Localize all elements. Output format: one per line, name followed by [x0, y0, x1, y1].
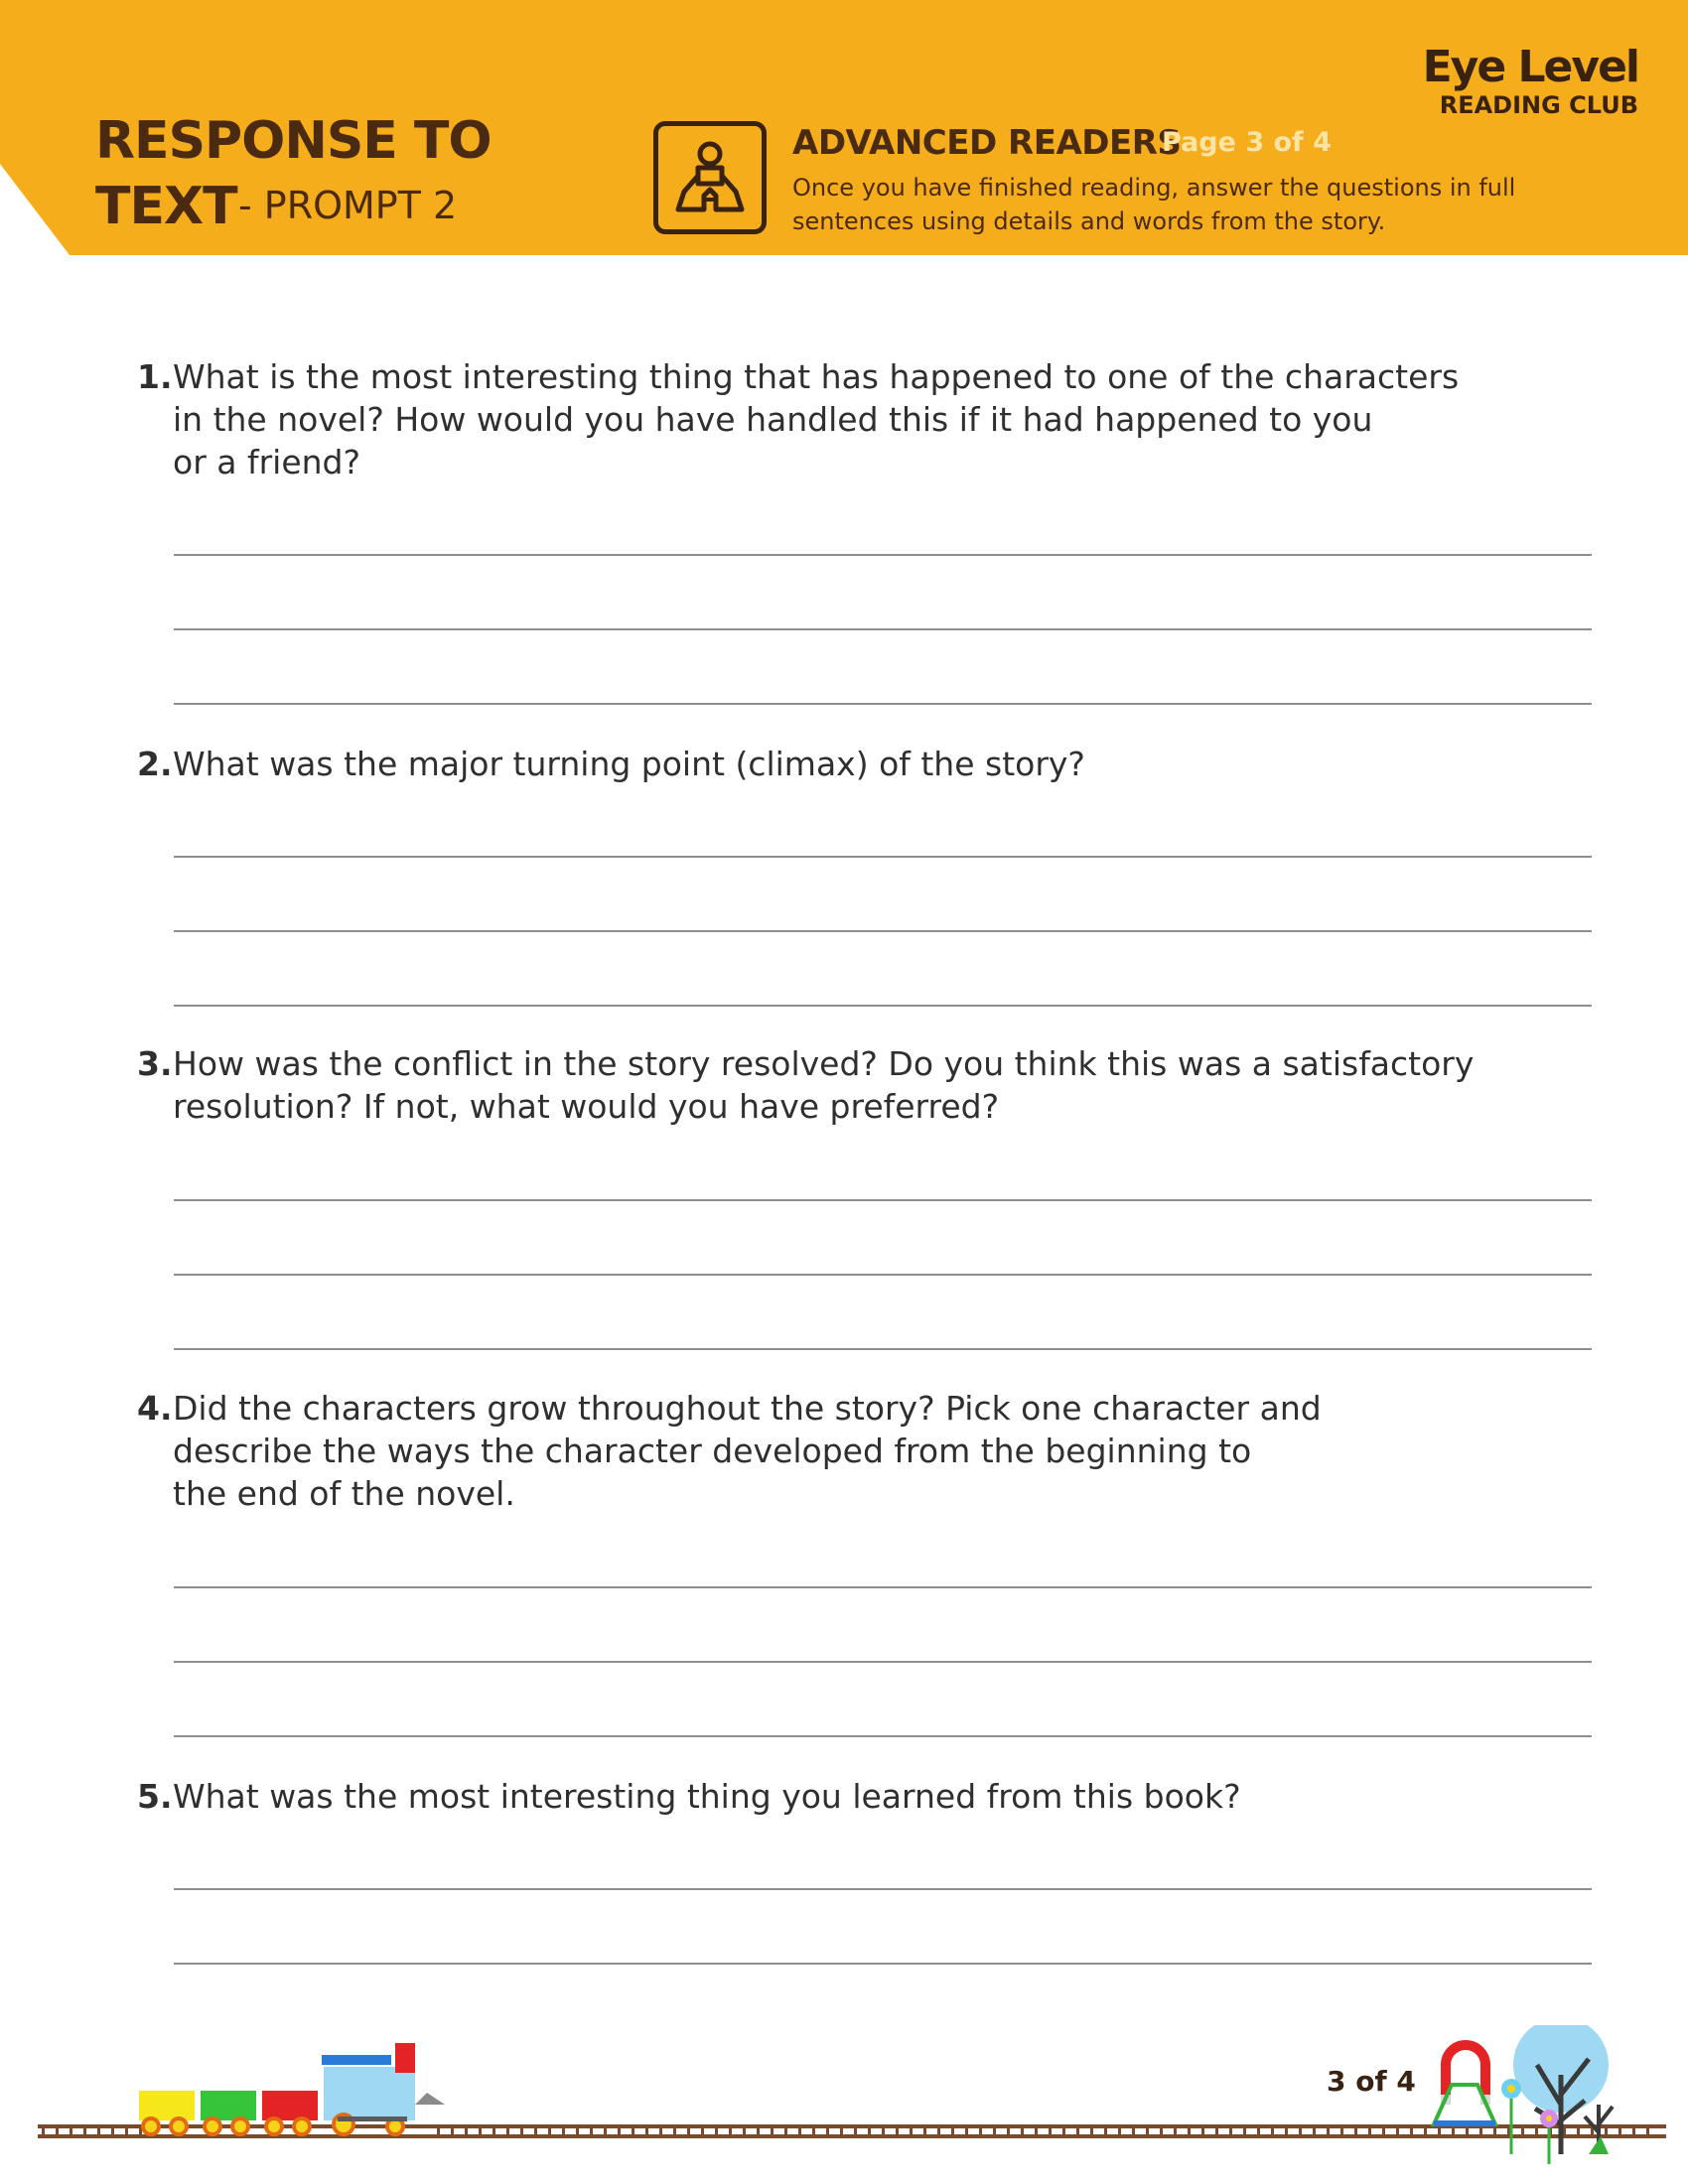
page-tag: Page 3 of 4 [1162, 127, 1332, 158]
title-line-1: RESPONSE TO [95, 111, 492, 171]
title-line-2: TEXT [95, 177, 237, 236]
question-text: How was the conflict in the story resolved? Do you think this was a satisfactory resolution? If not, what would you have preferred? [173, 1044, 1475, 1126]
question-4 [137, 1387, 1547, 1515]
answer-line[interactable] [174, 628, 1592, 630]
question-text: What is the most interesting thing that has happened to one of the characters in the novel? How would you have handled this if it had happened to you or a friend? [173, 357, 1460, 481]
toy-train-icon [139, 2043, 445, 2134]
level-name: ADVANCED READERS [792, 123, 1182, 163]
question-number: 5. [137, 1777, 173, 1816]
question-1 [137, 355, 1547, 483]
question-text: What was the most interesting thing you learned from this book? [173, 1777, 1241, 1816]
answer-line[interactable] [174, 930, 1592, 932]
title-subtitle: - PROMPT 2 [238, 184, 458, 227]
answer-line[interactable] [174, 554, 1592, 556]
magnet-icon [1434, 2045, 1495, 2126]
question-number: 3. [137, 1044, 173, 1083]
brand-name: Eye Level [1422, 42, 1638, 92]
brand-logo [1423, 44, 1638, 119]
answer-line[interactable] [174, 1274, 1592, 1276]
question-text: Did the characters grow throughout the story? Pick one character and describe the ways the character developed from the beginning to the end of the novel. [173, 1389, 1322, 1513]
question-number: 4. [137, 1389, 173, 1428]
header-band [0, 0, 1688, 255]
answer-line[interactable] [174, 1348, 1592, 1350]
answer-line[interactable] [174, 1661, 1592, 1663]
question-3 [137, 1042, 1547, 1128]
page-number: 3 of 4 [1327, 2065, 1416, 2098]
question-2 [137, 743, 1547, 785]
answer-line[interactable] [174, 703, 1592, 705]
question-number: 1. [137, 357, 173, 396]
answer-line[interactable] [174, 1199, 1592, 1201]
answer-line[interactable] [174, 1888, 1592, 1890]
answer-line[interactable] [174, 1963, 1592, 1965]
brand-subtitle: READING CLUB [1439, 91, 1638, 119]
answer-line[interactable] [174, 1005, 1592, 1007]
question-text: What was the major turning point (climax) of the story? [173, 745, 1085, 783]
header-corner-cut [0, 164, 70, 255]
footer-decoration [0, 2025, 1688, 2184]
answer-line[interactable] [174, 856, 1592, 858]
answer-line[interactable] [174, 1735, 1592, 1737]
question-number: 2. [137, 745, 173, 783]
instructions: Once you have finished reading, answer the questions in full sentences using details and words from the story. [792, 174, 1516, 235]
question-5 [137, 1775, 1547, 1818]
person-reading-icon [653, 121, 767, 234]
answer-line[interactable] [174, 1586, 1592, 1588]
